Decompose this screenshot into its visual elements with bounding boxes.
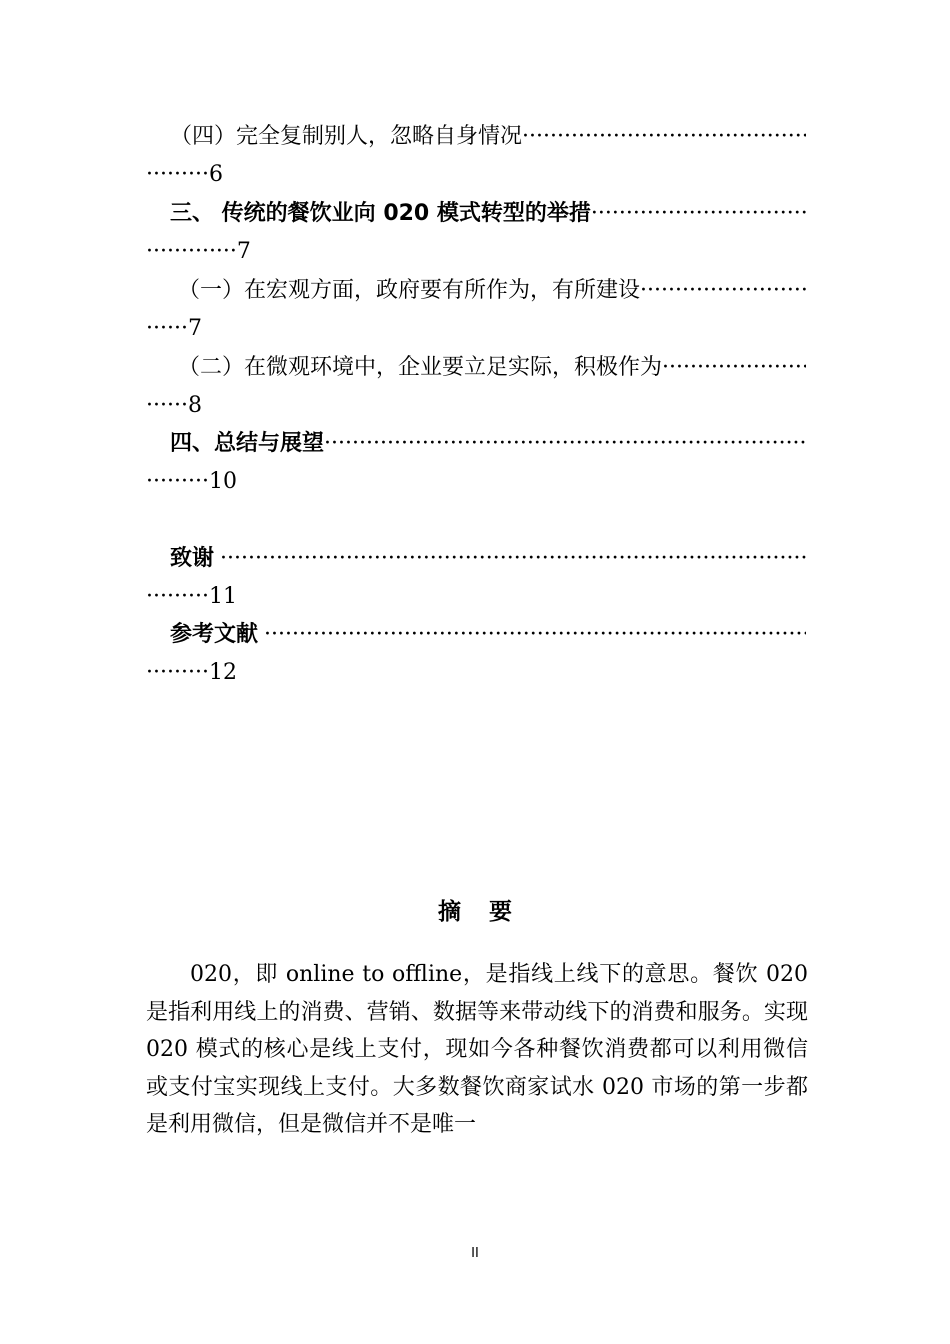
toc-entry-chapter-3[interactable] <box>146 195 806 271</box>
toc-entry-section-3-1[interactable] <box>146 272 806 348</box>
abstract-paragraph: 020，即 online to offline，是指线上线下的意思。餐饮 020 是指利用线上的消费、营销、数据等来带动线下的消费和服务。实现 020 模式的核心是线上支付，现如今各种餐饮消费都可以利用微信或支付宝实现线上支付。大多数餐饮商家试水 020 市场的第一步都是利用微信，但是微信并不是唯一 <box>146 962 808 1137</box>
toc-entry-chapter-4[interactable] <box>146 425 806 501</box>
toc-leader-dots <box>220 540 806 578</box>
toc-leader-dots: ········· <box>146 660 209 685</box>
toc-entry-acknowledgements[interactable] <box>146 540 806 616</box>
toc-page-number: 8 <box>187 393 202 418</box>
toc-entry-title: 致谢 <box>170 546 215 571</box>
toc-page-number: 7 <box>236 239 251 264</box>
toc-entry-title: （四）完全复制别人，忽略自身情况 <box>170 124 523 149</box>
toc-leader-dots: ········· <box>146 469 209 494</box>
toc-leader-dots <box>662 349 806 387</box>
toc-entry-title: 四、总结与展望 <box>170 431 325 456</box>
toc-page-number: 6 <box>208 162 223 187</box>
toc-page-number: 10 <box>208 469 237 494</box>
toc-entry-section-4[interactable] <box>146 118 806 194</box>
toc-entry-title: （一）在宏观方面，政府要有所作为，有所建设 <box>178 278 641 303</box>
toc-leader-dots: ······ <box>146 393 188 418</box>
toc-page-number: 12 <box>208 660 237 685</box>
toc-leader-dots: ········· <box>146 584 209 609</box>
toc-leader-dots: ········· <box>146 162 209 187</box>
toc-page-number: 11 <box>208 584 237 609</box>
toc-leader-dots <box>591 195 806 233</box>
toc-entry-title: （二）在微观环境中，企业要立足实际，积极作为 <box>178 355 663 380</box>
abstract-title: 摘要 <box>438 899 540 925</box>
toc-leader-dots: ······ <box>146 316 188 341</box>
toc-entry-title: 三、 传统的餐饮业向 020 模式转型的举措 <box>170 201 591 226</box>
toc-leader-dots <box>264 616 806 654</box>
toc-leader-dots <box>324 425 806 463</box>
toc-leader-dots <box>640 272 806 310</box>
toc-entry-references[interactable] <box>146 616 806 692</box>
abstract-body <box>146 956 808 1144</box>
page-number: II <box>471 1246 479 1261</box>
toc-page-number: 7 <box>187 316 202 341</box>
toc-leader-dots: ············· <box>146 239 237 264</box>
toc-entry-section-3-2[interactable] <box>146 349 806 425</box>
toc-entry-title: 参考文献 <box>170 622 259 647</box>
toc-leader-dots <box>522 118 806 156</box>
